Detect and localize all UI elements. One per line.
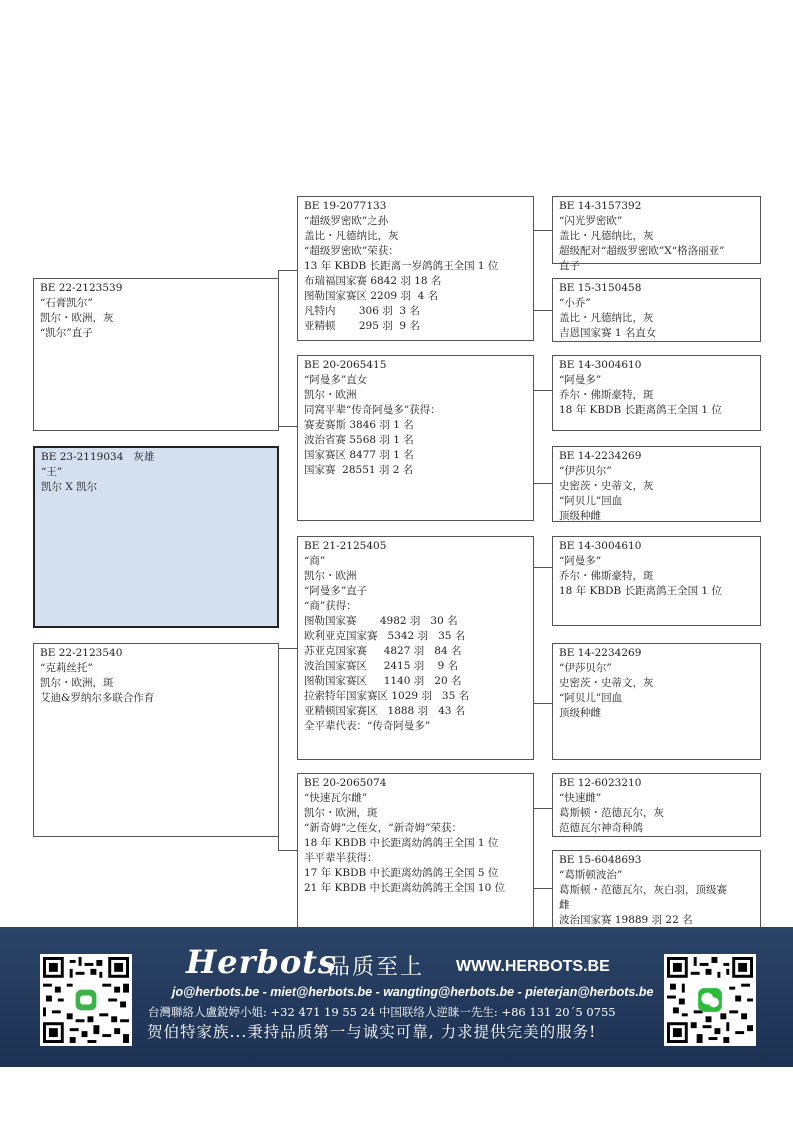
pedigree-line: 同窝平辈“传奇阿曼多”获得： [304, 404, 441, 416]
pedigree-line: 史密茨・史蒂文，灰 [559, 677, 654, 689]
pedigree-line: 13 年 KBDB 长距离一岁鸽鸽王全国 1 位 [304, 260, 499, 272]
granddam-maternal-box [297, 773, 534, 928]
pedigree-line: 全平辈代表：“传奇阿曼多” [304, 720, 431, 732]
qr-code-line[interactable] [40, 954, 132, 1046]
pedigree-line: 雌 [559, 899, 570, 911]
subject-box [33, 446, 279, 628]
sire-ring: BE 22-2123539 [40, 282, 123, 294]
sire-note: “凯尔”直子 [40, 327, 93, 339]
pedigree-line: 乔尔・佛斯豪特，斑 [559, 389, 654, 401]
pedigree-line: 乔尔・佛斯豪特，斑 [559, 570, 654, 582]
pedigree-line: “商” [304, 555, 326, 567]
pedigree-line: “阿曼多”直女 [304, 374, 368, 386]
connector [278, 850, 297, 851]
pedigree-line: 拉索特年国家赛区 1029 羽 35 名 [304, 690, 470, 702]
ancestor-box [552, 773, 761, 837]
pedigree-line: 葛斯顿・范德瓦尔，灰白羽，顶级赛 [559, 884, 727, 896]
pedigree-line: 18 年 KBDB 长距离鸽王全国 1 位 [559, 585, 722, 597]
pedigree-line: 凯尔・欧洲 [304, 389, 357, 401]
dam-box [33, 643, 279, 837]
pedigree-line: 亚精顿 295 羽 9 名 [304, 320, 420, 332]
pedigree-line: 布瑞福国家赛 6842 羽 18 名 [304, 275, 442, 287]
grandsire-maternal-box [297, 536, 534, 760]
pedigree-line: 凡特内 306 羽 3 名 [304, 305, 420, 317]
grandsire-paternal-box [297, 196, 534, 341]
ancestor-box [552, 446, 761, 522]
pedigree-line: 波治国家赛区 2415 羽 9 名 [304, 660, 459, 672]
pedigree-line: 吉恩国家赛 1 名直女 [559, 327, 657, 339]
pedigree-line: BE 15-6048693 [559, 854, 642, 866]
pedigree-line: 盖比・凡德纳比，灰 [559, 230, 654, 242]
pedigree-line: BE 14-3157392 [559, 200, 642, 212]
pedigree-line: “葛斯顿波治” [559, 869, 623, 881]
pedigree-line: 顶级种雌 [559, 510, 601, 522]
pedigree-line: 凯尔・欧洲 [304, 570, 357, 582]
pedigree-line: 波治省赛 5568 羽 1 名 [304, 434, 414, 446]
ancestor-box [552, 278, 761, 342]
ancestor-box [552, 355, 761, 431]
dam-name: “克莉丝托” [40, 662, 93, 674]
connector [533, 567, 552, 568]
pedigree-line: 17 年 KBDB 中长距离幼鸽鸽王全国 5 位 [304, 867, 499, 879]
pedigree-line: “小乔” [559, 297, 591, 309]
pedigree-line: 图勒国家赛区 1140 羽 20 名 [304, 675, 462, 687]
connector [533, 390, 552, 391]
pedigree-line: 18 年 KBDB 长距离鸽王全国 1 位 [559, 404, 722, 416]
pedigree-line: “超级罗密欧”之孙 [304, 215, 389, 227]
pedigree-line: “商”获得： [304, 600, 357, 612]
pedigree-line: “阿贝儿”回血 [559, 692, 623, 704]
pedigree-line: “伊莎贝尔” [559, 662, 612, 674]
qr-code-graphic [43, 957, 129, 1043]
pedigree-line: 史密茨・史蒂文，灰 [559, 480, 654, 492]
pedigree-line: 直子 [559, 260, 580, 272]
ancestor-box [552, 536, 761, 626]
sire-name: “石膏凯尔” [40, 297, 93, 309]
dam-note: 艾迪&罗纳尔多联合作育 [40, 692, 155, 704]
pedigree-line: 超级配对“超级罗密欧”X“格洛丽亚” [559, 245, 725, 257]
pedigree-line: 葛斯顿・范德瓦尔，灰 [559, 807, 664, 819]
pedigree-line: BE 20-2065074 [304, 777, 387, 789]
pedigree-line: 顶级种雌 [559, 707, 601, 719]
pedigree-line: “快速雌” [559, 792, 602, 804]
website-link[interactable]: WWW.HERBOTS.BE [456, 958, 610, 975]
pedigree-line: 凯尔・欧洲，斑 [304, 807, 378, 819]
subject-name: “王” [41, 466, 63, 478]
pedigree-line: BE 14-2234269 [559, 647, 642, 659]
pedigree-line: 盖比・凡德纳比，灰 [559, 312, 654, 324]
granddam-paternal-box [297, 355, 534, 521]
pedigree-line: 国家赛区 8477 羽 1 名 [304, 449, 414, 461]
pedigree-line: “阿曼多” [559, 555, 602, 567]
company-tagline: 贺伯特家族...秉持品质第一与诚实可靠, 力求提供完美的服务! [147, 1023, 597, 1041]
qr-code-wechat[interactable] [664, 954, 756, 1046]
brand-slogan: 品质至上 [328, 955, 425, 980]
pedigree-line: 欧利亚克国家赛 5342 羽 35 名 [304, 630, 466, 642]
pedigree-line: 国家赛 28551 羽 2 名 [304, 464, 414, 476]
connector [278, 648, 297, 649]
pedigree-line: BE 14-2234269 [559, 450, 642, 462]
pedigree-line: “伊莎贝尔” [559, 465, 612, 477]
email-list[interactable]: jo@herbots.be - miet@herbots.be - wangting@herbots.be - pieterjan@herbots.be [172, 985, 654, 999]
pedigree-line: BE 14-3004610 [559, 359, 642, 371]
pedigree-line: “超级罗密欧”荣获： [304, 245, 399, 257]
pedigree-line: 亚精顿国家赛区 1888 羽 43 名 [304, 705, 466, 717]
pedigree-line: BE 19-2077133 [304, 200, 387, 212]
pedigree-line: 21 年 KBDB 中长距离幼鸽鸽王全国 10 位 [304, 882, 506, 894]
pedigree-line: BE 14-3004610 [559, 540, 642, 552]
connector [533, 888, 552, 889]
subject-pairing: 凯尔 X 凯尔 [41, 481, 98, 493]
connector [533, 703, 552, 704]
connector [533, 230, 552, 231]
pedigree-line: 波治国家赛 19889 羽 22 名 [559, 914, 693, 926]
pedigree-line: BE 20-2065415 [304, 359, 387, 371]
pedigree-line: 半平辈半获得： [304, 852, 378, 864]
contact-phones: 台灣聯絡人盧銳婷小姐: +32 471 19 55 24 中国联络人逆睐一先生: +86 131 20´5 0755 [148, 1005, 616, 1019]
dam-ring: BE 22-2123540 [40, 647, 123, 659]
pedigree-line: 苏亚克国家赛 4827 羽 84 名 [304, 645, 462, 657]
pedigree-line: “阿曼多” [559, 374, 602, 386]
pedigree-line: “新奇姆”之侄女，“新奇姆”荣获： [304, 822, 462, 834]
pedigree-line: BE 15-3150458 [559, 282, 642, 294]
footer-banner [0, 927, 793, 1067]
dam-breeder: 凯尔・欧洲，斑 [40, 677, 114, 689]
pedigree-line: 图勒国家赛区 2209 羽 4 名 [304, 290, 439, 302]
qr-code-graphic [667, 957, 753, 1043]
connector [278, 426, 297, 427]
ancestor-box [552, 196, 761, 272]
ancestor-box [552, 850, 761, 928]
sire-box [33, 278, 279, 431]
pedigree-line: “快速瓦尔雌” [304, 792, 368, 804]
pedigree-line: 范德瓦尔神奇种鸽 [559, 822, 643, 834]
pedigree-line: BE 12-6023210 [559, 777, 642, 789]
pedigree-line: “阿贝儿”回血 [559, 495, 623, 507]
connector [533, 808, 552, 809]
subject-ring: BE 23-2119034 灰雄 [41, 451, 155, 463]
pedigree-line: BE 21-2125405 [304, 540, 387, 552]
sire-breeder: 凯尔・欧洲，灰 [40, 312, 114, 324]
connector [278, 270, 297, 271]
pedigree-line: 赛麦赛斯 3846 羽 1 名 [304, 419, 414, 431]
brand-logo: Herbots [186, 943, 337, 981]
pedigree-line: 18 年 KBDB 中长距离幼鸽鸽王全国 1 位 [304, 837, 499, 849]
connector [533, 310, 552, 311]
connector [533, 483, 552, 484]
pedigree-line: “阿曼多”直子 [304, 585, 368, 597]
pedigree-line: 图勒国家赛 4982 羽 30 名 [304, 615, 458, 627]
pedigree-line: “闪光罗密欧” [559, 215, 623, 227]
pedigree-line: 盖比・凡德纳比，灰 [304, 230, 399, 242]
ancestor-box [552, 643, 761, 760]
